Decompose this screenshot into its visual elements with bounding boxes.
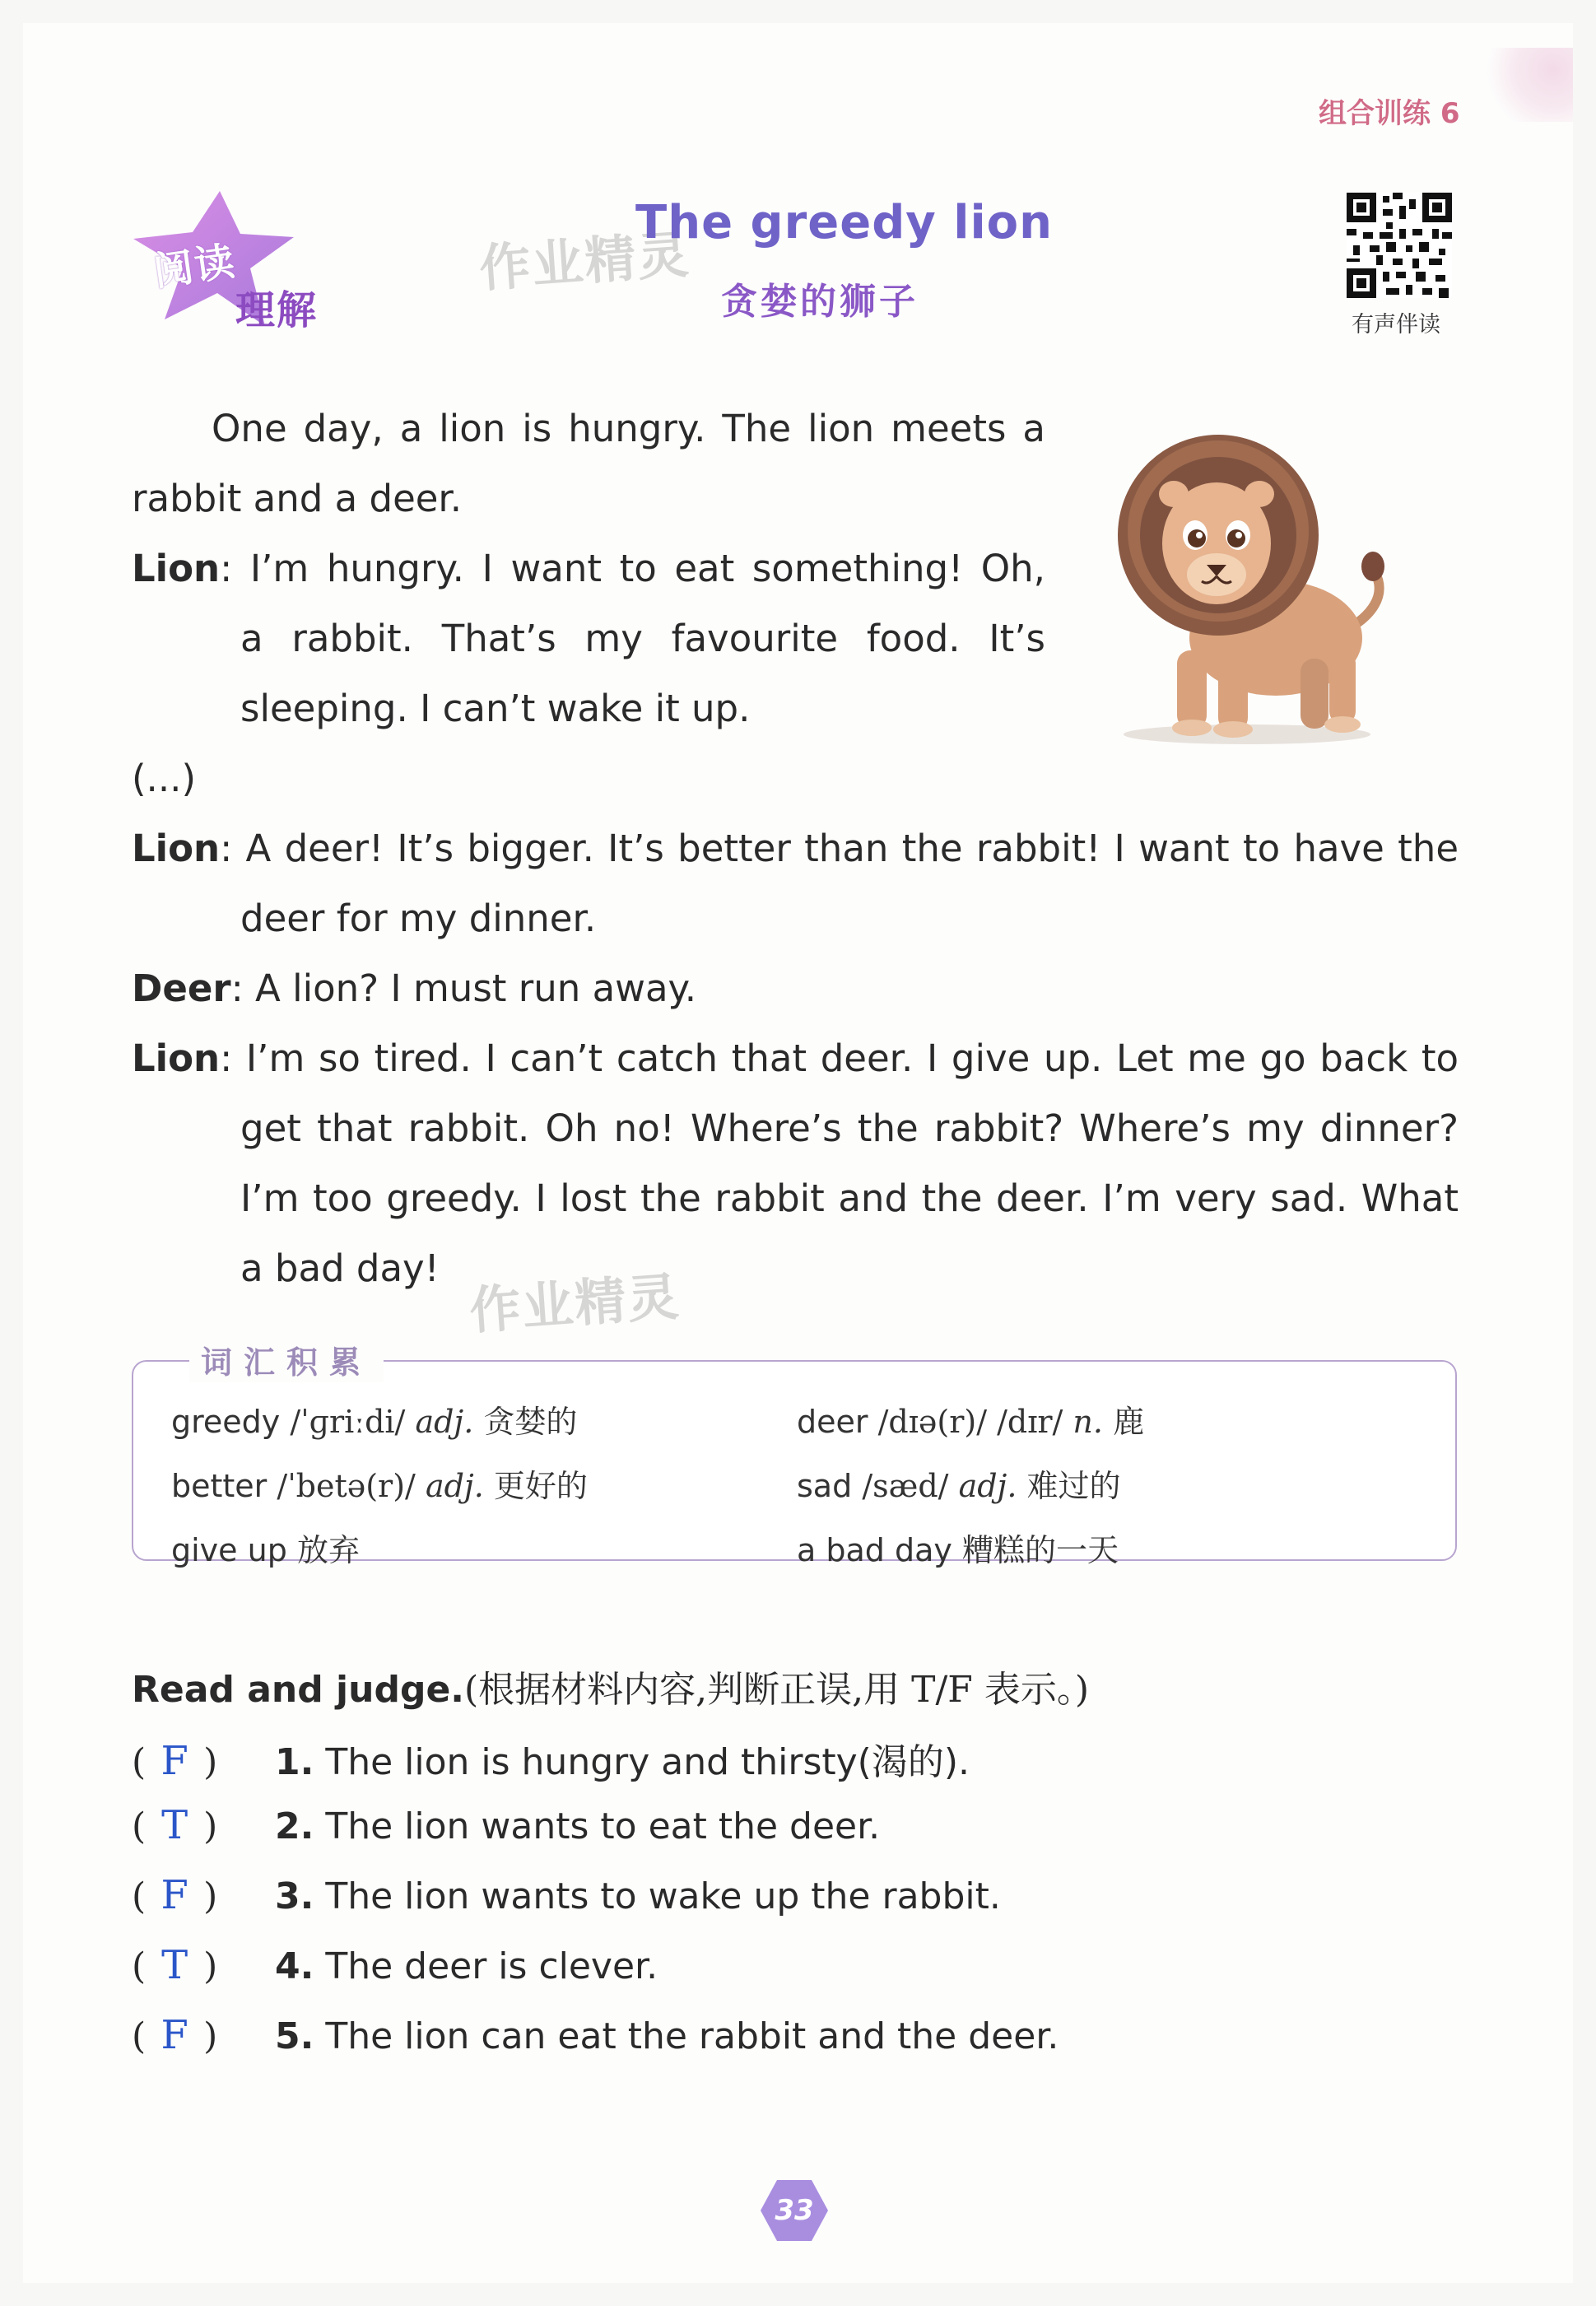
question-text: The deer is clever. [325,1945,658,1987]
dialogue-line: deer for my dinner. [240,897,597,940]
speaker-lion: Lion [132,547,221,590]
dialogue-line: a rabbit. That’s my favourite food. It’s [240,617,1045,660]
answer-mark: T [161,1802,188,1848]
qr-code-icon[interactable] [1347,193,1452,298]
vocab-item [797,1460,1121,1506]
dialogue-line: get that rabbit. Oh no! Where’s the rabbit? Where’s my dinner? [240,1106,1459,1150]
paren-close: ) [203,2015,218,2057]
corner-decoration [1474,48,1573,122]
watermark: 作业精灵 [468,1266,682,1341]
vocab-meaning: 鹿 [1113,1404,1145,1440]
dialogue-line: sleeping. I can’t wake it up. [240,687,751,730]
story-text [132,394,1459,1303]
dialogue-text: : I’m so tired. I can’t catch that deer. I give up. Let me go back to [220,1037,1459,1080]
story-line: rabbit and a deer. [132,477,463,520]
question-text: The lion is hungry and thirsty(渴的). [325,1741,970,1783]
story-title-en: The greedy lion [635,196,1054,249]
paren-open: ( [132,1741,147,1783]
task-instruction: (根据材料内容,判断正误,用 T/F 表示。) [464,1669,1089,1711]
paren-close: ) [203,1945,218,1987]
question-text: The lion wants to wake up the rabbit. [325,1875,1001,1917]
speaker-lion: Lion [132,827,221,870]
vocab-phonetic: /ˈbetə(r)/ [277,1468,416,1504]
watermark: 作业精灵 [477,224,692,299]
dialogue-text: : I’m hungry. I want to eat something! Oh, [220,547,1045,590]
vocab-phonetic: /ˈɡriːdi/ [290,1404,406,1440]
paren-open: ( [132,1945,147,1987]
question-text: The lion wants to eat the deer. [325,1805,881,1847]
vocab-pos: adj. [425,1468,484,1504]
vocab-meaning: 更好的 [493,1468,588,1504]
question-number: 5. [275,2015,314,2057]
dialogue-line [132,533,1045,603]
badge-label-comprehension: 理解 [235,287,319,333]
vocab-phonetic: /dɪə(r)/ /dɪr/ [877,1404,1063,1440]
vocab-pos: adj. [958,1468,1017,1504]
vocab-pos: adj. [415,1404,474,1440]
dialogue-line [132,1023,1459,1093]
page-number: 33 [775,2194,814,2227]
vocabulary-title: 词汇积累 [189,1337,384,1382]
answer-blank[interactable] [132,1872,263,1918]
question-row [132,1872,1001,1918]
answer-blank[interactable] [132,1738,263,1784]
question-row [132,1732,970,1785]
vocab-pos: n. [1073,1404,1103,1440]
question-row [132,1802,880,1848]
paren-close: ) [203,1875,218,1917]
vocab-word: greedy [171,1404,281,1440]
answer-blank[interactable] [132,1802,263,1848]
page-number-badge [759,2178,830,2243]
answer-blank[interactable] [132,2012,263,2058]
question-row [132,2012,1059,2058]
vocab-item [797,1396,1144,1442]
vocab-meaning: 贪婪的 [483,1404,578,1440]
dialogue-line: a bad day! [240,1246,440,1290]
vocab-meaning: 放弃 [296,1532,360,1568]
answer-blank[interactable] [132,1942,263,1988]
question-number: 4. [275,1945,314,1987]
vocab-word: give up [171,1532,287,1568]
question-text: The lion can eat the rabbit and the deer. [325,2015,1059,2057]
task-heading [132,1660,1089,1712]
paren-close: ) [203,1741,218,1783]
speaker-deer: Deer [132,967,231,1010]
question-number: 3. [275,1875,314,1917]
vocab-word: deer [797,1404,868,1440]
vocab-item [171,1525,360,1570]
answer-mark: T [161,1942,188,1988]
ellipsis: (...) [132,757,197,800]
vocab-word: better [171,1468,268,1504]
question-number: 2. [275,1805,314,1847]
vocab-meaning: 糟糕的一天 [961,1532,1119,1568]
section-tag: 组合训练 6 [1319,97,1460,130]
vocab-word: a bad day [797,1532,952,1568]
vocab-item [171,1460,588,1506]
badge-label-reading: 阅读 [151,238,240,296]
paren-open: ( [132,1805,147,1847]
dialogue-line: I’m too greedy. I lost the rabbit and the deer. I’m very sad. What [240,1176,1459,1220]
answer-mark: F [161,1872,188,1918]
paren-open: ( [132,1875,147,1917]
story-title-zh: 贪婪的狮子 [721,281,919,323]
answer-mark: F [161,1738,188,1784]
dialogue-line [132,953,1459,1023]
vocab-phonetic: /sæd/ [862,1468,949,1504]
paren-open: ( [132,2015,147,2057]
vocab-item [797,1525,1119,1570]
dialogue-text: : A lion? I must run away. [230,967,697,1010]
paren-close: ) [203,1805,218,1847]
question-number: 1. [275,1741,314,1783]
speaker-lion: Lion [132,1037,221,1080]
vocab-meaning: 难过的 [1026,1468,1121,1504]
story-line: One day, a lion is hungry. The lion meets a [212,407,1045,450]
dialogue-text: : A deer! It’s bigger. It’s better than the rabbit! I want to have the [220,827,1459,870]
dialogue-line [132,813,1459,883]
vocab-word: sad [797,1468,853,1504]
qr-caption: 有声伴读 [1352,312,1440,338]
answer-mark: F [161,2012,188,2058]
vocab-item [171,1396,577,1442]
task-title: Read and judge. [132,1669,465,1711]
question-row [132,1942,658,1988]
